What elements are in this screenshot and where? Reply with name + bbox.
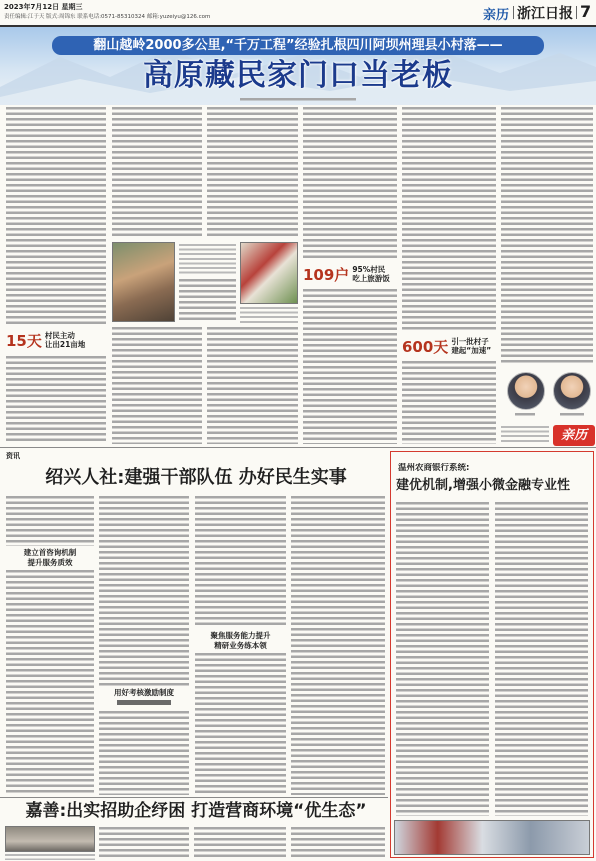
body-text-column [402,361,496,444]
stat-label-line: 建起“加速” [451,346,492,355]
issue-date: 2023年7月12日 星期三 [4,3,83,11]
paper-name: 浙江日报 [517,6,573,22]
photo-caption [5,854,95,860]
photo-meeting [5,826,95,852]
subhead-line: 建立首咨询机制 [23,548,77,557]
section-stamp: 亲历 [553,425,595,446]
body-text-column [291,827,385,860]
subhead-line-illegible [117,700,171,705]
masthead [0,0,596,26]
body-text-column [99,827,189,860]
stat-callout [402,334,498,358]
sidebar-kicker: 温州农商银行系统: [398,463,470,473]
masthead-divider [513,6,514,19]
photo-homestay [240,242,298,304]
stat-number: 109户 [303,265,350,284]
stat-label [352,265,390,283]
news-subhead [6,548,94,567]
body-text-column [195,496,286,628]
body-text-column [303,289,397,444]
stat-label-line: 吃上旅游饭 [352,274,390,283]
stat-label-line: 让出21亩地 [44,340,86,349]
photo-villagers [112,242,175,322]
body-text-column [179,279,236,323]
stat-callout [6,328,106,352]
lead-byline [240,98,356,101]
subhead-line: 聚焦服务能力提升 [210,631,271,640]
body-text-column [99,496,189,686]
photo-caption [240,307,298,323]
body-text-column [194,827,286,860]
subhead-line: 用好考核激励制度 [114,688,174,697]
masthead-divider [576,6,577,19]
page-number: 7 [580,2,592,21]
section-divider [0,797,388,798]
bottom-headline: 嘉善:出实招助企纾困 打造营商环境“优生态” [25,801,367,821]
section-name: 亲历 [483,8,510,23]
stat-number: 15天 [6,331,42,350]
body-text-column [207,107,298,239]
body-text-column [195,653,286,795]
body-text-column [99,711,189,795]
subhead-line: 精研业务练本领 [214,640,267,650]
body-text-column [402,107,496,331]
body-text-column [6,356,106,444]
reporter-avatar [507,372,545,410]
stat-label-line: 引一批村子 [451,337,489,346]
reporter-name [515,413,535,416]
news-subhead [195,631,286,650]
photo-caption [179,244,236,274]
body-text-column [291,496,385,795]
reporter-avatar [553,372,591,410]
sidebar-headline: 建优机制,增强小微金融专业性 [396,478,570,493]
news-headline: 绍兴人社:建强干部队伍 办好民生实事 [45,467,347,488]
body-text-column [207,327,298,444]
stat-callout [303,262,399,286]
stat-label-line: 95%村民 [352,265,386,274]
page-credits: 责任编辑:江于天 版式:周锦东 联系电话:0571-85310324 邮箱:yuzeiyu@126.com [4,14,211,20]
reporter-name [560,413,584,416]
body-text-column [501,107,593,365]
body-text-column [6,496,94,546]
stat-label-line: 村民主动 [44,331,75,340]
body-text-column [303,107,397,259]
body-text-column [495,502,588,816]
news-subhead [99,688,189,698]
subhead-line: 提升服务质效 [27,557,73,567]
news-tag: 资讯 [6,452,20,460]
lead-kicker: 翻山越岭2000多公里,“千万工程”经验扎根四川阿坝州理县小村落—— [93,38,503,53]
stat-label [451,337,491,355]
body-text-column [396,502,489,816]
body-text-column [501,426,549,444]
section-divider [0,447,596,448]
stat-label [45,331,85,349]
body-text-column [6,570,94,795]
body-text-column [112,107,202,239]
lead-headline: 高原藏民家门口当老板 [143,58,453,93]
photo-bank-staff [394,820,590,855]
body-text-column [6,107,106,325]
stat-number: 600天 [402,337,449,356]
body-text-column [112,327,202,444]
